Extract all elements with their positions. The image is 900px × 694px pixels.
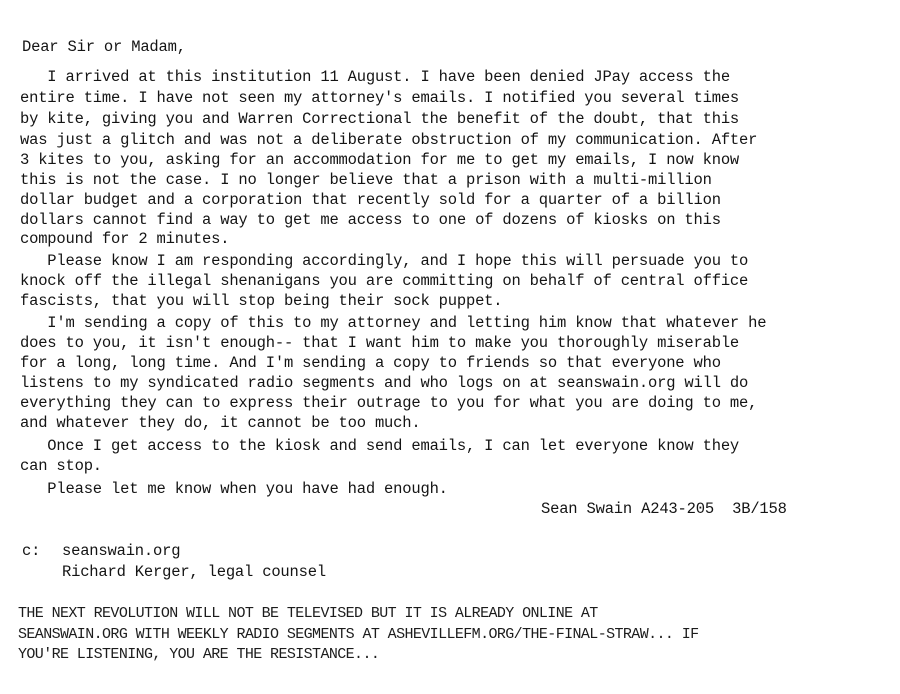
body-line: listens to my syndicated radio segments and who logs on at seanswain.org will do [20,374,749,392]
body-line: knock off the illegal shenanigans you are committing on behalf of central office [20,272,749,290]
body-line: Once I get access to the kiosk and send emails, I can let everyone know they [20,437,740,455]
body-line: can stop. [20,457,102,475]
body-line: Please let me know when you have had enough. [20,480,448,498]
body-line: 3 kites to you, asking for an accommodation for me to get my emails, I now know [20,151,740,169]
signature: Sean Swain A243-205 3B/158 [541,500,787,518]
body-line: compound for 2 minutes. [20,230,230,248]
body-line: Please know I am responding accordingly, and I hope this will persuade you to [20,252,749,270]
body-line: by kite, giving you and Warren Correctional the benefit of the doubt, that this [20,110,740,128]
body-line: everything they can to express their outrage to you for what you are doing to me, [20,394,758,412]
footer-line: YOU'RE LISTENING, YOU ARE THE RESISTANCE... [18,646,380,663]
body-line: entire time. I have not seen my attorney's emails. I notified you several times [20,89,740,107]
cc-recipient: seanswain.org [62,542,181,560]
body-line: was just a glitch and was not a deliberate obstruction of my communication. After [20,131,758,149]
body-line: dollars cannot find a way to get me access to one of dozens of kiosks on this [20,211,721,229]
body-line: dollar budget and a corporation that recently sold for a quarter of a billion [20,191,721,209]
body-line: and whatever they do, it cannot be too much. [20,414,421,432]
footer-line: SEANSWAIN.ORG WITH WEEKLY RADIO SEGMENTS AT ASHEVILLEFM.ORG/THE-FINAL-STRAW... IF [18,626,699,643]
body-line: I arrived at this institution 11 August. I have been denied JPay access the [20,68,730,86]
body-line: I'm sending a copy of this to my attorney and letting him know that whatever he [20,314,767,332]
body-line: fascists, that you will stop being their sock puppet. [20,292,503,310]
salutation: Dear Sir or Madam, [22,38,186,56]
body-line: for a long, long time. And I'm sending a copy to friends so that everyone who [20,354,721,372]
body-line: this is not the case. I no longer believe that a prison with a multi-million [20,171,712,189]
body-line: does to you, it isn't enough-- that I want him to make you thoroughly miserable [20,334,740,352]
footer-line: THE NEXT REVOLUTION WILL NOT BE TELEVISED BUT IT IS ALREADY ONLINE AT [18,605,598,622]
cc-recipient: Richard Kerger, legal counsel [62,563,326,581]
cc-label: c: [22,542,41,560]
